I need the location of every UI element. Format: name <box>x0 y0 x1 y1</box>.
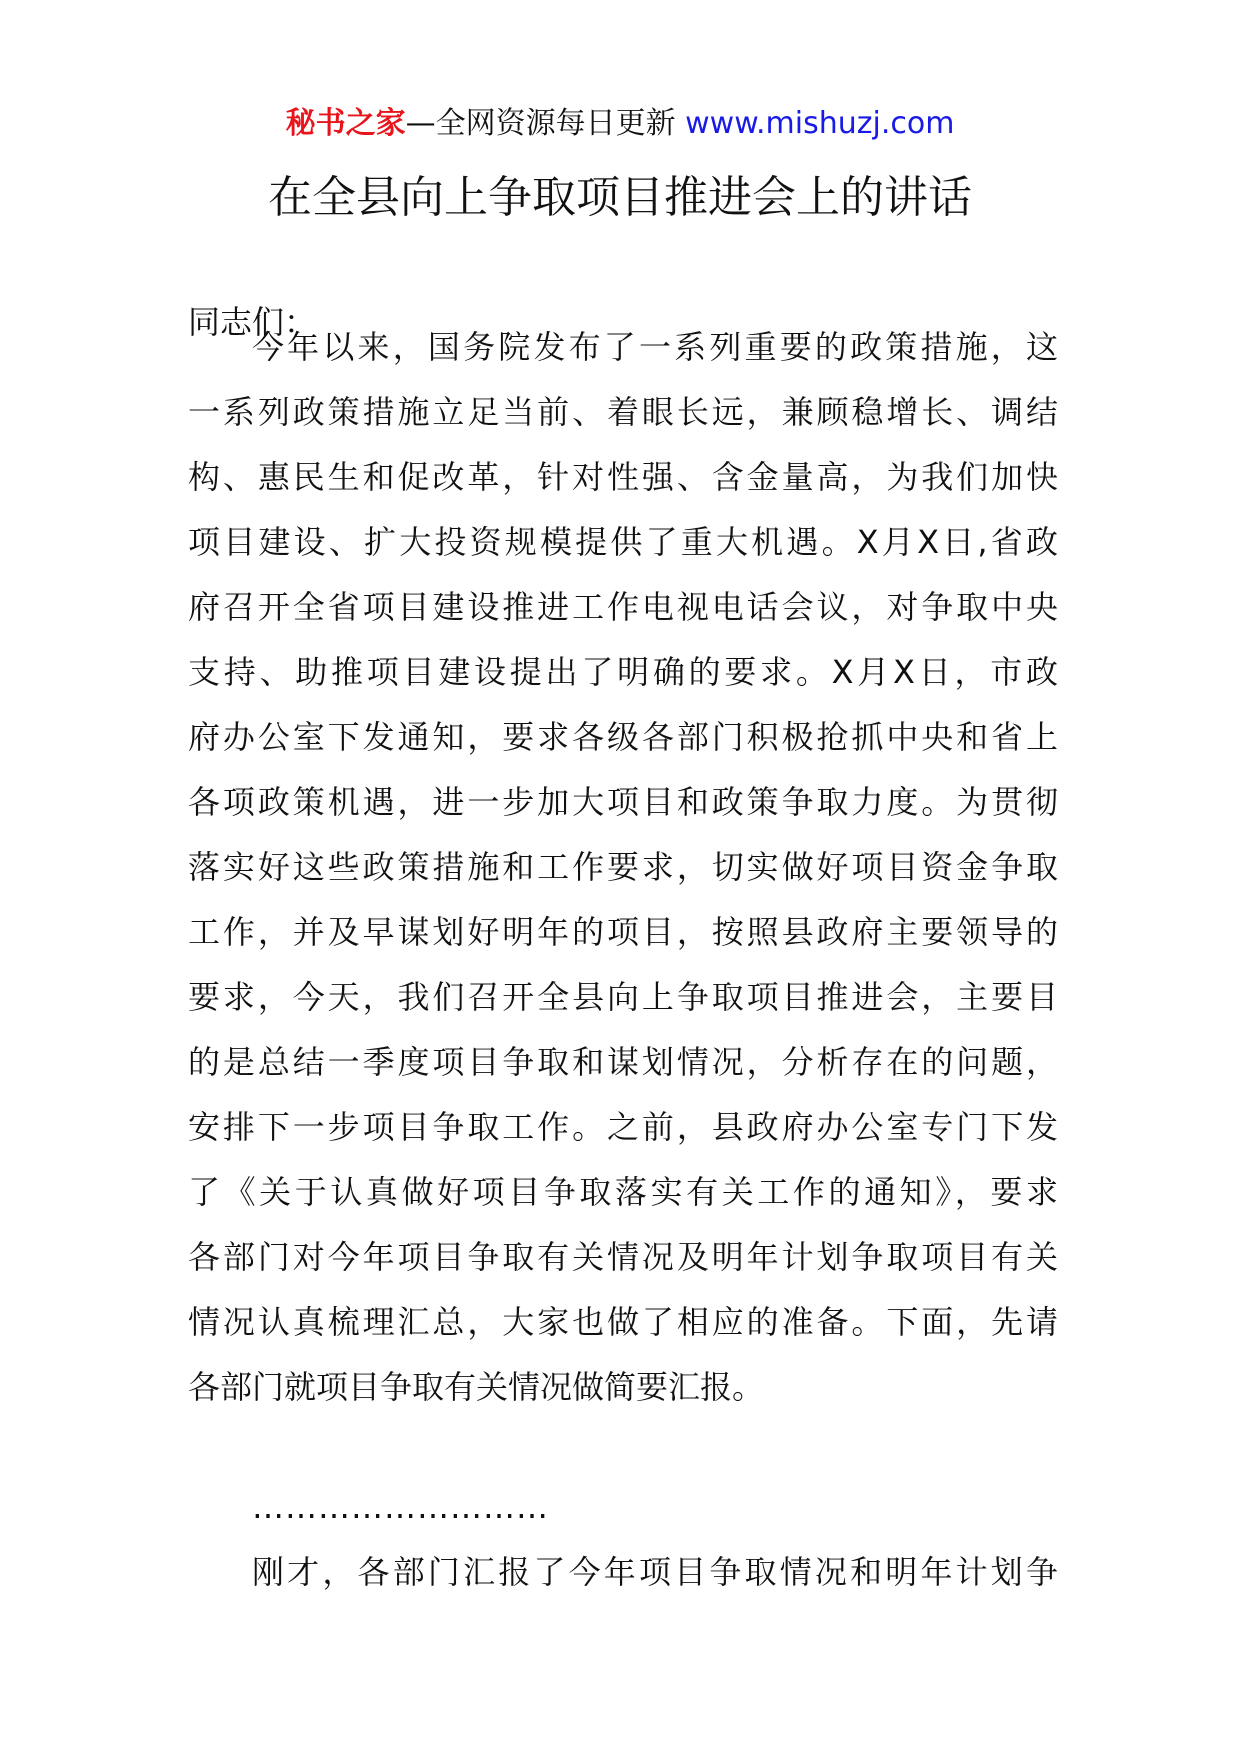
paragraph-line: 落实好这些政策措施和工作要求，切实做好项目资金争取 <box>188 848 1058 886</box>
paragraph-line: 项目建设、扩大投资规模提供了重大机遇。X月X日,省政 <box>188 523 1058 561</box>
paragraph-1 <box>188 315 1058 1420</box>
paragraph-line: 了《关于认真做好项目争取落实有关工作的通知》，要求 <box>188 1173 1058 1211</box>
paragraph-line: 情况认真梳理汇总，大家也做了相应的准备。下面，先请 <box>188 1303 1058 1341</box>
paragraph-line: 今年以来，国务院发布了一系列重要的政策措施，这 <box>252 328 1058 366</box>
paragraph-line: 的是总结一季度项目争取和谋划情况，分析存在的问题， <box>188 1043 1058 1081</box>
paragraph-line: 府召开全省项目建设推进工作电视电话会议，对争取中央 <box>188 588 1058 626</box>
paragraph-line: 安排下一步项目争取工作。之前，县政府办公室专门下发 <box>188 1108 1058 1146</box>
paragraph-line: 构、惠民生和促改革，针对性强、含金量高，为我们加快 <box>188 458 1058 496</box>
document-title: 在全县向上争取项目推进会上的讲话 <box>268 172 972 223</box>
paragraph-2 <box>188 1540 1058 1605</box>
brand-name: 秘书之家 <box>285 106 406 141</box>
paragraph-line: 各部门就项目争取有关情况做简要汇报。 <box>188 1368 765 1406</box>
site-tagline: —全网资源每日更新 <box>405 106 676 141</box>
ellipsis-separator: ……………………… <box>252 1488 549 1526</box>
paragraph-line: 工作，并及早谋划好明年的项目，按照县政府主要领导的 <box>188 913 1058 951</box>
paragraph-line: 支持、助推项目建设提出了明确的要求。X月X日，市政 <box>188 653 1058 691</box>
paragraph-line: 要求，今天，我们召开全县向上争取项目推进会，主要目 <box>188 978 1058 1016</box>
paragraph-line: 一系列政策措施立足当前、着眼长远，兼顾稳增长、调结 <box>188 393 1058 431</box>
salutation: 同志们： <box>188 303 317 341</box>
paragraph-line: 刚才，各部门汇报了今年项目争取情况和明年计划争 <box>252 1553 1058 1591</box>
paragraph-line: 府办公室下发通知，要求各级各部门积极抢抓中央和省上 <box>188 718 1058 756</box>
site-url-link[interactable]: www.mishuzj.com <box>685 106 955 141</box>
paragraph-line: 各项政策机遇，进一步加大项目和政策争取力度。为贯彻 <box>188 783 1058 821</box>
site-header <box>0 104 1240 144</box>
paragraph-line: 各部门对今年项目争取有关情况及明年计划争取项目有关 <box>188 1238 1058 1276</box>
